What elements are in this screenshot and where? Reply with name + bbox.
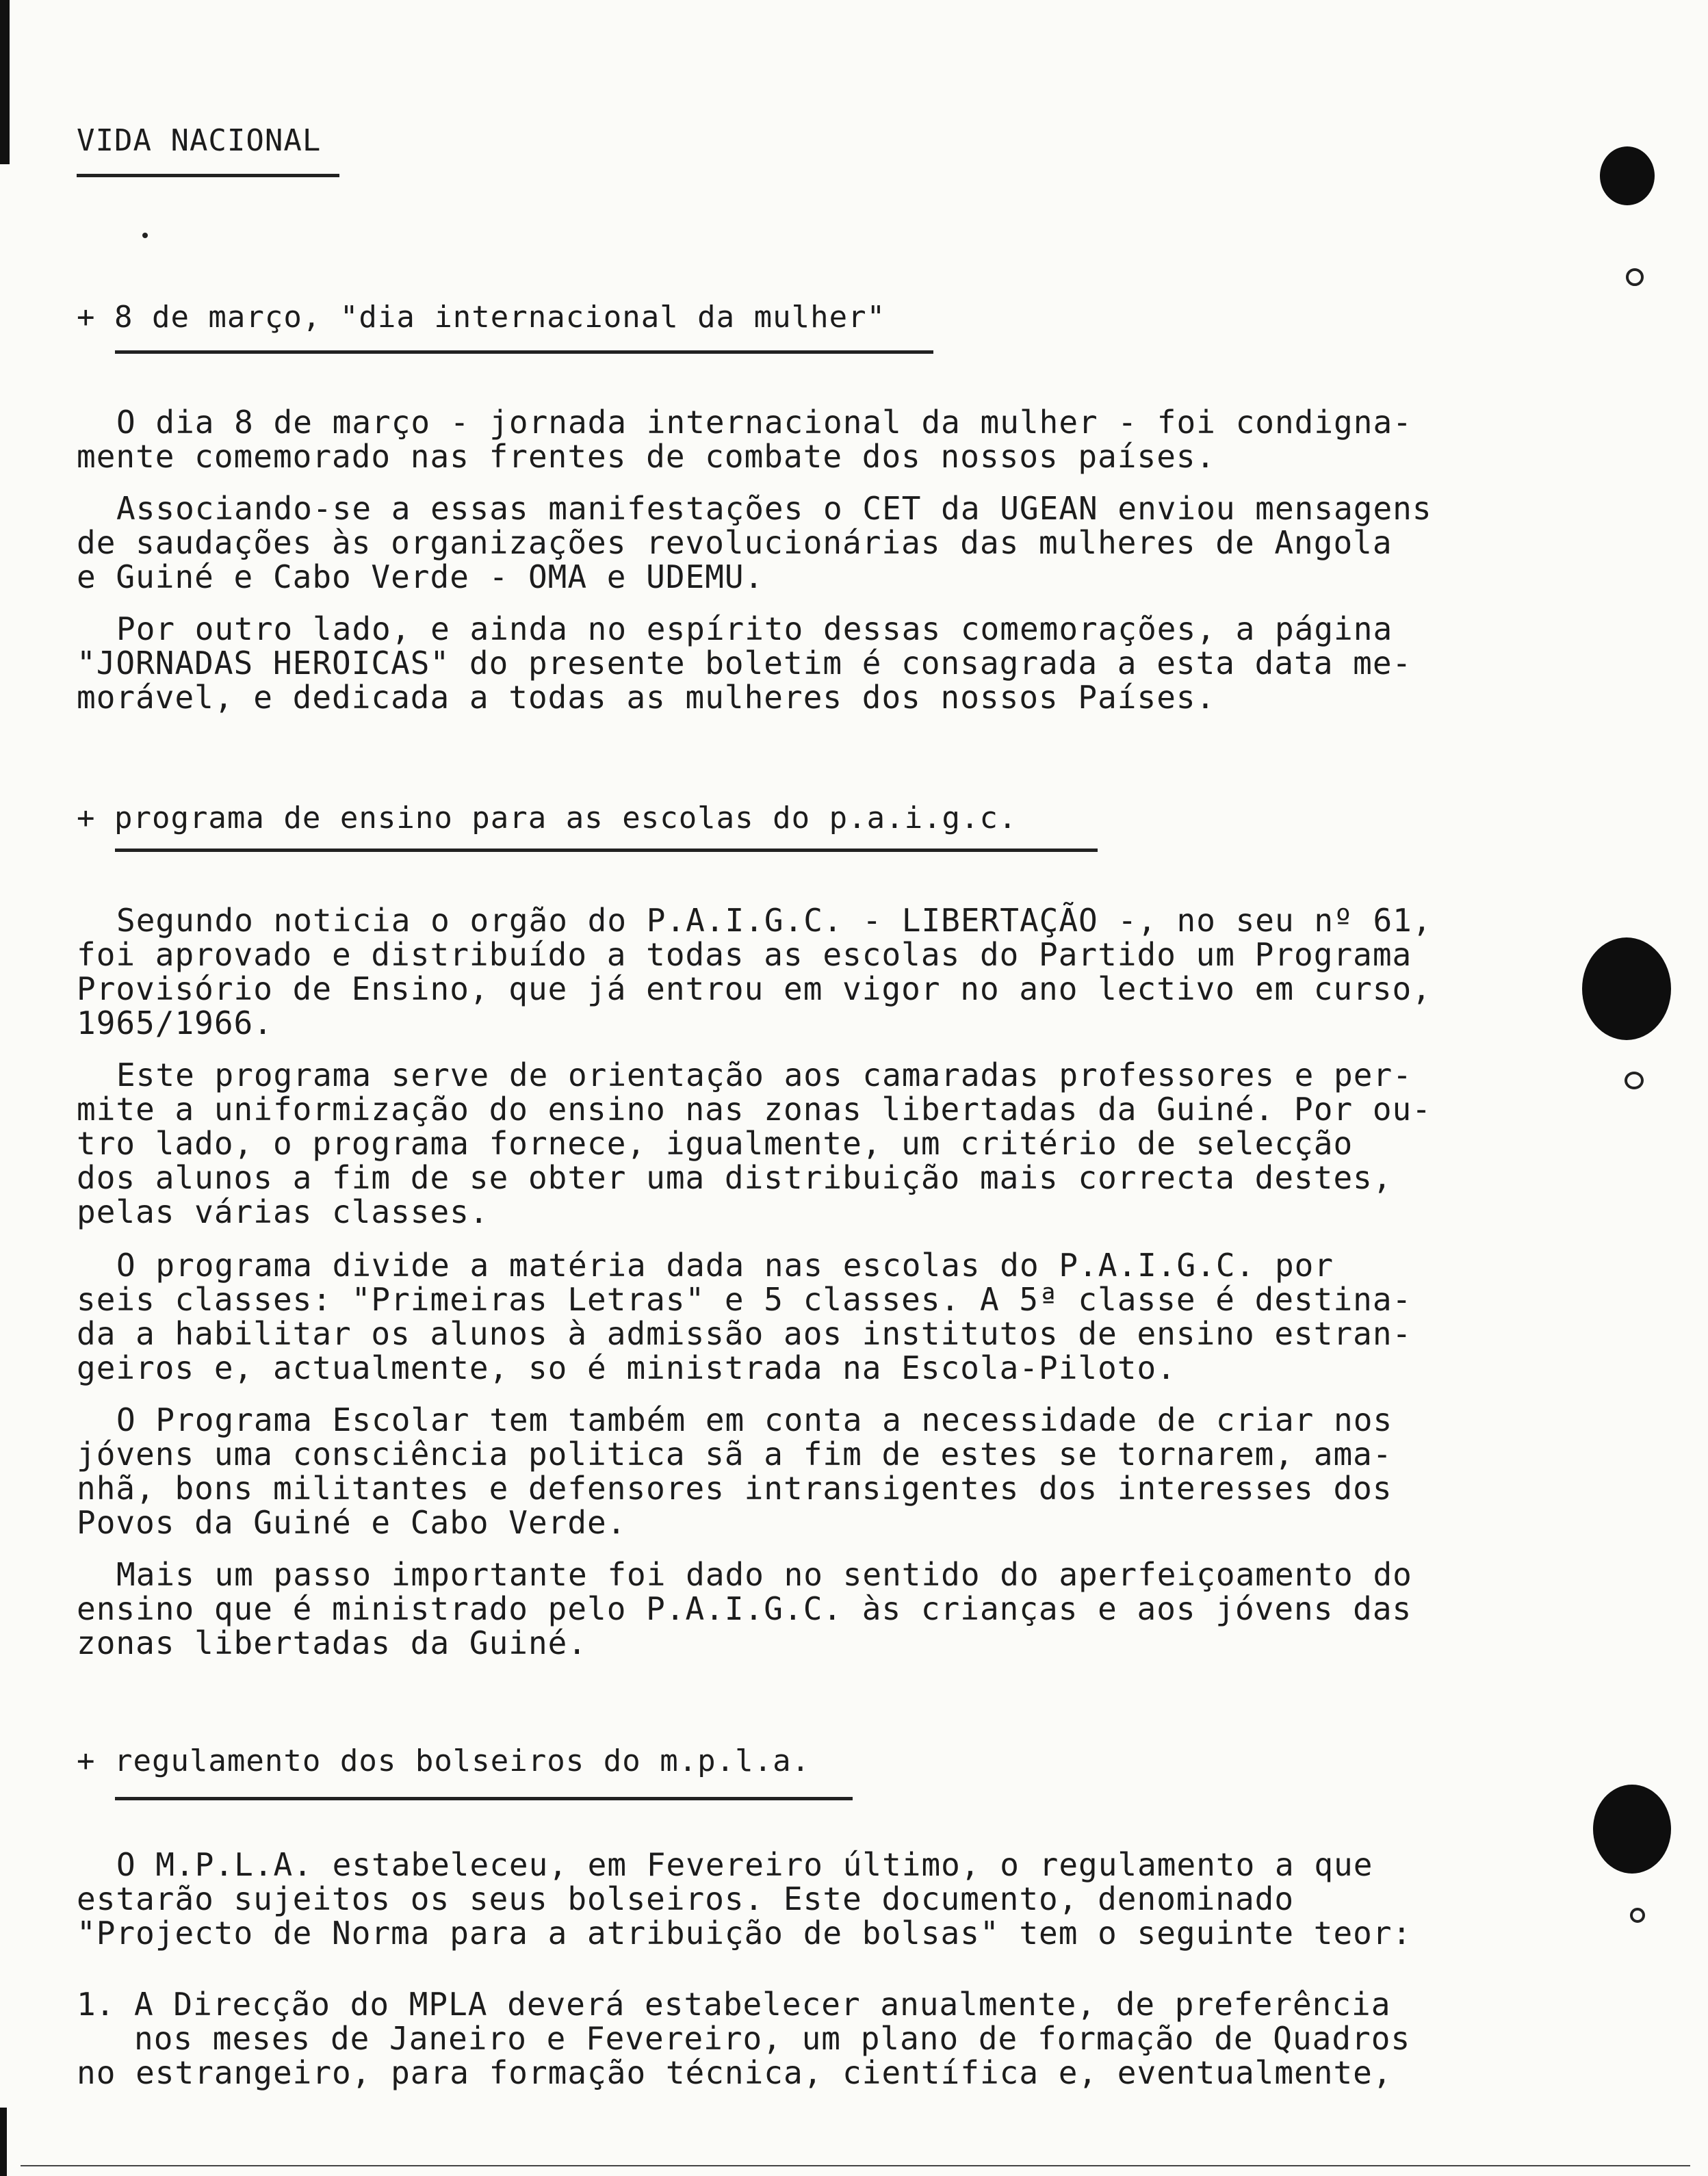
- text-line: Associando-se a essas manifestações o CET da UGEAN enviou mensagens: [116, 490, 1432, 527]
- text-line: O programa divide a matéria dada nas escolas do P.A.I.G.C. por: [116, 1247, 1334, 1284]
- section-underline: [115, 849, 1098, 852]
- masthead-underline: [77, 174, 339, 177]
- bottom-rule: [21, 2165, 1690, 2166]
- paragraph: [77, 1848, 1493, 1950]
- section-heading-womens-day: + 8 de março, "dia internacional da mulher": [77, 300, 886, 335]
- text-line: nhã, bons militantes e defensores intransigentes dos interesses dos: [77, 1470, 1393, 1507]
- text-line: Provisório de Ensino, que já entrou em vigor no ano lectivo em curso,: [77, 970, 1432, 1007]
- section-heading-mpla-regulation: + regulamento dos bolseiros do m.p.l.a.: [77, 1744, 811, 1778]
- punch-hole-middle: [1582, 937, 1671, 1040]
- text-line: no estrangeiro, para formação técnica, científica e, eventualmente,: [77, 2054, 1393, 2091]
- section-underline: [115, 350, 933, 354]
- punch-hole-bottom: [1593, 1785, 1671, 1874]
- punch-ring-bottom: [1630, 1908, 1645, 1923]
- punch-hole-top: [1600, 146, 1655, 205]
- text-line: 1965/1966.: [77, 1005, 273, 1041]
- text-line: seis classes: "Primeiras Letras" e 5 classes. A 5ª classe é destina-: [77, 1281, 1412, 1318]
- scan-bottom-left-mark: [0, 2108, 7, 2176]
- text-line: Mais um passo importante foi dado no sentido do aperfeiçoamento do: [116, 1556, 1412, 1593]
- section-underline: [115, 1797, 853, 1800]
- punch-ring-middle: [1625, 1072, 1644, 1089]
- list-item: [77, 1986, 1496, 2091]
- text-line: foi aprovado e distribuído a todas as escolas do Partido um Programa: [77, 936, 1412, 973]
- text-line: O dia 8 de março - jornada internacional da mulher - foi condigna-: [116, 404, 1412, 441]
- section-heading-paigc-program: + programa de ensino para as escolas do p.a.i.g.c.: [77, 801, 1018, 836]
- text-line: jóvens uma consciência politica sã a fim de estes se tornarem, ama-: [77, 1436, 1393, 1473]
- punch-ring-top: [1626, 268, 1644, 286]
- text-line: mente comemorado nas frentes de combate dos nossos países.: [77, 438, 1216, 475]
- text-line: dos alunos a fim de se obter uma distribuição mais correcta destes,: [77, 1159, 1393, 1196]
- text-line: zonas libertadas da Guiné.: [77, 1624, 588, 1661]
- text-line: Segundo noticia o orgão do P.A.I.G.C. - LIBERTAÇÃO -, no seu nº 61,: [116, 902, 1432, 939]
- text-line: nos meses de Janeiro e Fevereiro, um plano de formação de Quadros: [134, 2020, 1411, 2057]
- text-line: ensino que é ministrado pelo P.A.I.G.C. às crianças e aos jóvens das: [77, 1590, 1412, 1627]
- text-line: geiros e, actualmente, so é ministrada na Escola-Piloto.: [77, 1349, 1176, 1386]
- text-line: e Guiné e Cabo Verde - OMA e UDEMU.: [77, 558, 764, 595]
- paragraph: [77, 612, 1493, 714]
- text-line: morável, e dedicada a todas as mulheres dos nossos Países.: [77, 679, 1216, 716]
- text-line: de saudações às organizações revolucionárias das mulheres de Angola: [77, 524, 1393, 561]
- masthead: VIDA NACIONAL: [77, 123, 322, 158]
- text-line: estarão sujeitos os seus bolseiros. Este documento, denominado: [77, 1880, 1295, 1917]
- text-line: "Projecto de Norma para a atribuição de bolsas" tem o seguinte teor:: [77, 1915, 1412, 1952]
- text-line: O Programa Escolar tem também em conta a necessidade de criar nos: [116, 1401, 1393, 1438]
- paragraph: [77, 1248, 1493, 1385]
- paragraph: [77, 491, 1493, 594]
- text-line: A Direcção do MPLA deverá estabelecer anualmente, de preferência: [134, 1986, 1391, 2023]
- text-line: da a habilitar os alunos à admissão aos institutos de ensino estran-: [77, 1315, 1412, 1352]
- paragraph: [77, 1557, 1493, 1660]
- paragraph: [77, 903, 1493, 1040]
- text-line: O M.P.L.A. estabeleceu, em Fevereiro último, o regulamento a que: [116, 1846, 1373, 1883]
- text-line: tro lado, o programa fornece, igualmente, um critério de selecção: [77, 1125, 1354, 1162]
- speck: [142, 233, 148, 238]
- text-line: Por outro lado, e ainda no espírito dessas comemorações, a página: [116, 610, 1393, 647]
- list-item-number: 1.: [77, 1986, 115, 2023]
- paragraph: [77, 405, 1493, 474]
- text-line: mite a uniformização do ensino nas zonas libertadas da Guiné. Por ou-: [77, 1091, 1432, 1128]
- text-line: "JORNADAS HEROICAS" do presente boletim é consagrada a esta data me-: [77, 645, 1412, 682]
- text-line: pelas várias classes.: [77, 1193, 489, 1230]
- scan-left-edge: [0, 0, 10, 164]
- text-line: Povos da Guiné e Cabo Verde.: [77, 1504, 627, 1541]
- paragraph: [77, 1058, 1493, 1229]
- paragraph: [77, 1403, 1493, 1540]
- text-line: Este programa serve de orientação aos camaradas professores e per-: [116, 1057, 1412, 1093]
